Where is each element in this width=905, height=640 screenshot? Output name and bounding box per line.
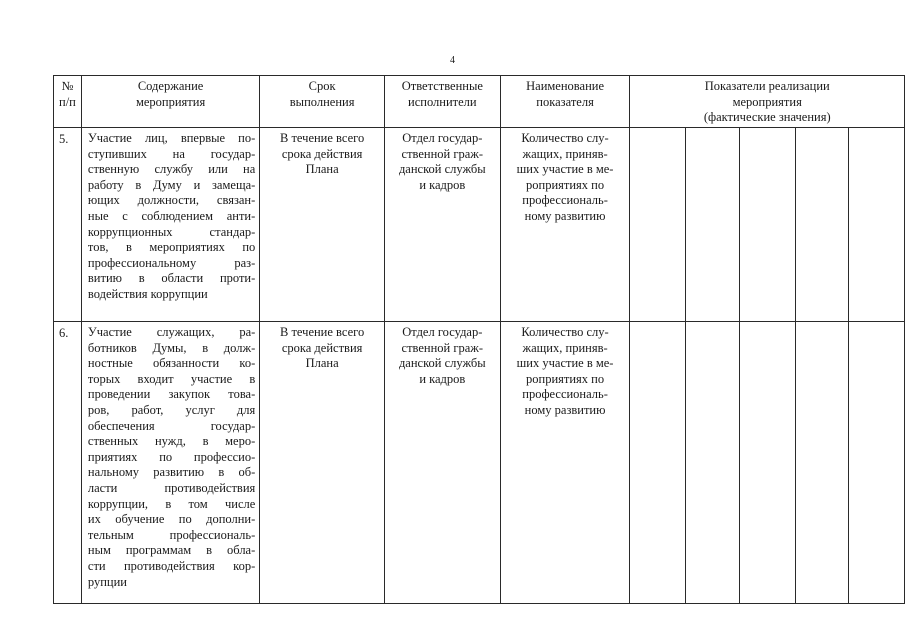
text-line: Содержание	[137, 79, 204, 93]
row-responsible	[384, 128, 500, 322]
text-line: Срок	[308, 79, 336, 93]
text-line: ющих должности, связан-	[87, 193, 256, 208]
text-line: Отдел государ-	[402, 325, 483, 339]
text-line: п/п	[59, 94, 76, 109]
text-line: роприятиях по	[526, 177, 605, 192]
value-cell	[795, 322, 849, 604]
text-line: показателя	[536, 94, 594, 109]
value-cell	[739, 322, 795, 604]
text-line: ному развитию	[524, 208, 606, 223]
text-line: проведении закупок това-	[87, 387, 256, 402]
text-line: Участие служащих, ра-	[87, 325, 256, 339]
row-number: 5.	[54, 128, 82, 322]
page-number: 4	[450, 55, 455, 66]
text-line: и кадров	[419, 371, 466, 386]
row-number: 6.	[54, 322, 82, 604]
text-line: и кадров	[419, 177, 466, 192]
header-num	[54, 76, 82, 128]
text-line: ших участие в ме-	[516, 356, 614, 371]
text-line: работу в Думу и замеща-	[87, 177, 256, 192]
text-line: торых входит участие в	[87, 371, 256, 386]
text-line: их обучение по дополни-	[87, 512, 256, 527]
text-line: водействия коррупции	[87, 286, 208, 301]
value-cell	[849, 322, 905, 604]
value-cell	[739, 128, 795, 322]
text-line: Ответственные	[401, 79, 483, 93]
text-line: Наименование	[526, 79, 604, 93]
row-indicator	[500, 322, 630, 604]
text-line: данской службы	[398, 162, 486, 177]
text-line: ному развитию	[524, 402, 606, 417]
text-line: мероприятия	[732, 94, 802, 109]
text-line: Количество слу-	[521, 131, 609, 145]
value-cell	[795, 128, 849, 322]
header-results	[630, 76, 905, 128]
text-line: ласти противодействия	[87, 480, 256, 495]
row-content	[81, 322, 259, 604]
text-line: ственной граж-	[401, 340, 484, 355]
header-content	[81, 76, 259, 128]
text-line: В течение всего	[280, 325, 365, 339]
table-row	[54, 322, 905, 604]
text-line: ственную службу или на	[87, 162, 256, 177]
row-term	[260, 128, 385, 322]
text-line: приятиях по профессио-	[87, 449, 256, 464]
text-line: срока действия	[281, 146, 363, 161]
text-line: нальному развитию в об-	[87, 465, 256, 480]
text-line: Показатели реализации	[704, 79, 830, 93]
text-line: сти противодействия кор-	[87, 558, 256, 573]
header-indicator	[500, 76, 630, 128]
text-line: профессиональ-	[522, 387, 608, 402]
text-line: ров, работ, услуг для	[87, 402, 256, 417]
row-content	[81, 128, 259, 322]
text-line: роприятиях по	[526, 371, 605, 386]
text-line: тельным профессиональ-	[87, 527, 256, 542]
text-line: обеспечения государ-	[87, 418, 256, 433]
text-line: выполнения	[289, 94, 355, 109]
value-cell	[849, 128, 905, 322]
text-line: В течение всего	[280, 131, 365, 145]
text-line: Плана	[305, 162, 339, 177]
text-line: витию в области проти-	[87, 271, 256, 286]
text-line: ступивших на государ-	[87, 146, 256, 161]
text-line: ботников Думы, в долж-	[87, 340, 256, 355]
text-line: коррупционных стандар-	[87, 224, 256, 239]
text-line: данской службы	[398, 356, 486, 371]
value-cell	[630, 322, 686, 604]
text-line: ших участие в ме-	[516, 162, 614, 177]
text-line: ственной граж-	[401, 146, 484, 161]
value-cell	[686, 322, 740, 604]
plan-table	[53, 75, 905, 604]
text-line: Участие лиц, впервые по-	[87, 131, 256, 145]
row-indicator	[500, 128, 630, 322]
text-line: мероприятия	[135, 94, 206, 109]
text-line: коррупции, в том числе	[87, 496, 256, 511]
text-line: тов, в мероприятиях по	[87, 240, 256, 255]
text-line: Отдел государ-	[402, 131, 483, 145]
text-line: Плана	[305, 356, 339, 371]
text-line: ным программам в обла-	[87, 543, 256, 558]
text-line: Количество слу-	[521, 325, 609, 339]
row-term	[260, 322, 385, 604]
text-line: профессиональ-	[522, 193, 608, 208]
text-line: ственных нужд, в меро-	[87, 434, 256, 449]
text-line: жащих, приняв-	[522, 146, 608, 161]
value-cell	[686, 128, 740, 322]
text-line: жащих, приняв-	[522, 340, 608, 355]
header-responsible	[384, 76, 500, 128]
text-line: ностные обязанности ко-	[87, 356, 256, 371]
value-cell	[630, 128, 686, 322]
text-line: срока действия	[281, 340, 363, 355]
header-term	[260, 76, 385, 128]
text-line: (фактические значения)	[703, 110, 831, 125]
text-line: рупции	[87, 574, 127, 589]
text-line: №	[61, 79, 74, 93]
text-line: ные с соблюдением анти-	[87, 208, 256, 223]
table-row	[54, 128, 905, 322]
row-responsible	[384, 322, 500, 604]
text-line: исполнители	[408, 94, 477, 109]
table-header-row	[54, 76, 905, 128]
text-line: профессиональному раз-	[87, 255, 256, 270]
